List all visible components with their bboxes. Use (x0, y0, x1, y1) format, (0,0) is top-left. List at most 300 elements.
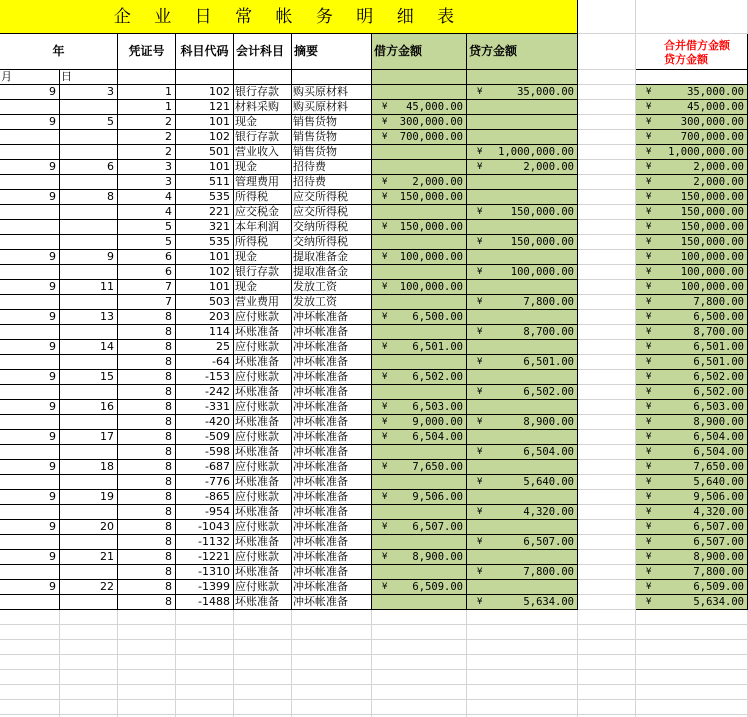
day-cell[interactable]: 11 (60, 280, 118, 295)
merged-amount-cell[interactable] (636, 430, 748, 445)
month-cell[interactable]: 9 (0, 115, 60, 130)
voucher-cell[interactable]: 8 (118, 520, 176, 535)
subject-cell[interactable]: 银行存款 (234, 265, 292, 280)
debit-amount-cell[interactable] (372, 430, 467, 445)
merged-amount-cell[interactable] (636, 85, 748, 100)
summary-cell[interactable]: 冲坏帐准备 (292, 535, 372, 550)
debit-amount-cell[interactable] (372, 400, 467, 415)
day-cell[interactable]: 5 (60, 115, 118, 130)
subject-cell[interactable]: 所得税 (234, 190, 292, 205)
subject-cell[interactable]: 坏账准备 (234, 475, 292, 490)
day-cell[interactable] (60, 565, 118, 580)
summary-cell[interactable]: 发放工资 (292, 280, 372, 295)
empty-cell[interactable] (234, 685, 292, 700)
empty-cell[interactable] (467, 625, 578, 640)
credit-amount-cell[interactable] (467, 400, 578, 415)
day-cell[interactable] (60, 475, 118, 490)
debit-amount-cell[interactable] (372, 115, 467, 130)
empty-cell[interactable] (118, 670, 176, 685)
debit-amount-cell[interactable] (372, 445, 467, 460)
day-cell[interactable] (60, 535, 118, 550)
merged-amount-cell[interactable] (636, 355, 748, 370)
empty-cell[interactable] (60, 685, 118, 700)
day-cell[interactable]: 6 (60, 160, 118, 175)
blank-cell[interactable] (292, 70, 372, 85)
merged-amount-cell[interactable] (636, 115, 748, 130)
subject-code-cell[interactable]: 511 (176, 175, 234, 190)
subject-cell[interactable]: 现金 (234, 250, 292, 265)
merged-amount-cell[interactable] (636, 190, 748, 205)
empty-cell[interactable] (0, 625, 60, 640)
header-subject-code[interactable]: 科目代码 (176, 34, 234, 70)
merged-amount-cell[interactable] (636, 445, 748, 460)
month-cell[interactable]: 9 (0, 460, 60, 475)
header-year[interactable]: 年 (0, 34, 118, 70)
header-credit[interactable]: 贷方金额 (467, 34, 578, 70)
empty-cell[interactable] (372, 700, 467, 715)
summary-cell[interactable]: 冲坏帐准备 (292, 475, 372, 490)
merged-amount-cell[interactable] (636, 280, 748, 295)
blank-cell[interactable] (467, 70, 578, 85)
merged-amount-cell[interactable] (636, 340, 748, 355)
subject-cell[interactable]: 应付账款 (234, 400, 292, 415)
blank-cell[interactable] (578, 595, 636, 610)
blank-cell[interactable] (578, 235, 636, 250)
empty-cell[interactable] (176, 655, 234, 670)
debit-amount-cell[interactable] (372, 355, 467, 370)
empty-cell[interactable] (0, 610, 60, 625)
credit-amount-cell[interactable] (467, 130, 578, 145)
empty-cell[interactable] (372, 640, 467, 655)
subject-code-cell[interactable]: -420 (176, 415, 234, 430)
subject-cell[interactable]: 应付账款 (234, 430, 292, 445)
month-cell[interactable]: 9 (0, 490, 60, 505)
empty-cell[interactable] (636, 610, 748, 625)
month-cell[interactable]: 9 (0, 280, 60, 295)
debit-amount-cell[interactable] (372, 505, 467, 520)
day-cell[interactable] (60, 130, 118, 145)
subject-cell[interactable]: 应付账款 (234, 550, 292, 565)
summary-cell[interactable]: 冲坏帐准备 (292, 445, 372, 460)
subject-cell[interactable]: 现金 (234, 160, 292, 175)
month-cell[interactable] (0, 130, 60, 145)
empty-cell[interactable] (292, 685, 372, 700)
subject-cell[interactable]: 现金 (234, 280, 292, 295)
subject-code-cell[interactable]: 102 (176, 130, 234, 145)
empty-cell[interactable] (578, 610, 636, 625)
empty-cell[interactable] (467, 700, 578, 715)
summary-cell[interactable]: 冲坏帐准备 (292, 580, 372, 595)
empty-cell[interactable] (467, 685, 578, 700)
subject-cell[interactable]: 坏账准备 (234, 565, 292, 580)
voucher-cell[interactable]: 3 (118, 160, 176, 175)
subject-cell[interactable]: 应付账款 (234, 310, 292, 325)
day-cell[interactable]: 21 (60, 550, 118, 565)
empty-cell[interactable] (118, 655, 176, 670)
merged-amount-cell[interactable] (636, 160, 748, 175)
subject-code-cell[interactable]: -1043 (176, 520, 234, 535)
credit-amount-cell[interactable] (467, 145, 578, 160)
blank-cell[interactable] (578, 280, 636, 295)
blank-cell[interactable] (578, 355, 636, 370)
blank-cell[interactable] (578, 115, 636, 130)
merged-amount-cell[interactable] (636, 100, 748, 115)
subject-cell[interactable]: 所得税 (234, 235, 292, 250)
voucher-cell[interactable]: 8 (118, 535, 176, 550)
debit-amount-cell[interactable] (372, 385, 467, 400)
subject-cell[interactable]: 应付账款 (234, 520, 292, 535)
credit-amount-cell[interactable] (467, 535, 578, 550)
merged-amount-cell[interactable] (636, 250, 748, 265)
month-cell[interactable] (0, 475, 60, 490)
credit-amount-cell[interactable] (467, 520, 578, 535)
empty-cell[interactable] (234, 625, 292, 640)
summary-cell[interactable]: 冲坏帐准备 (292, 370, 372, 385)
blank-cell[interactable] (118, 70, 176, 85)
summary-cell[interactable]: 冲坏帐准备 (292, 415, 372, 430)
header-merged[interactable] (636, 34, 748, 70)
blank-cell[interactable] (578, 130, 636, 145)
merged-amount-cell[interactable] (636, 520, 748, 535)
day-cell[interactable] (60, 175, 118, 190)
blank-cell[interactable] (578, 70, 636, 85)
merged-amount-cell[interactable] (636, 370, 748, 385)
empty-cell[interactable] (372, 685, 467, 700)
day-cell[interactable]: 20 (60, 520, 118, 535)
month-cell[interactable] (0, 145, 60, 160)
blank-cell[interactable] (578, 340, 636, 355)
empty-cell[interactable] (578, 670, 636, 685)
voucher-cell[interactable]: 8 (118, 460, 176, 475)
empty-cell[interactable] (292, 625, 372, 640)
empty-cell[interactable] (467, 640, 578, 655)
blank-cell[interactable] (578, 430, 636, 445)
empty-cell[interactable] (292, 670, 372, 685)
month-cell[interactable]: 9 (0, 370, 60, 385)
merged-amount-cell[interactable] (636, 325, 748, 340)
credit-amount-cell[interactable] (467, 115, 578, 130)
subject-code-cell[interactable]: 535 (176, 235, 234, 250)
day-cell[interactable]: 13 (60, 310, 118, 325)
debit-amount-cell[interactable] (372, 160, 467, 175)
blank-cell[interactable] (578, 535, 636, 550)
subject-code-cell[interactable]: -64 (176, 355, 234, 370)
empty-cell[interactable] (467, 610, 578, 625)
subject-cell[interactable]: 坏账准备 (234, 415, 292, 430)
merged-amount-cell[interactable] (636, 400, 748, 415)
debit-amount-cell[interactable] (372, 265, 467, 280)
voucher-cell[interactable]: 8 (118, 505, 176, 520)
month-cell[interactable] (0, 445, 60, 460)
voucher-cell[interactable]: 2 (118, 115, 176, 130)
month-cell[interactable] (0, 235, 60, 250)
day-cell[interactable] (60, 265, 118, 280)
voucher-cell[interactable]: 6 (118, 250, 176, 265)
header-summary[interactable]: 摘要 (292, 34, 372, 70)
blank-cell[interactable] (578, 265, 636, 280)
credit-amount-cell[interactable] (467, 595, 578, 610)
summary-cell[interactable]: 冲坏帐准备 (292, 340, 372, 355)
credit-amount-cell[interactable] (467, 325, 578, 340)
empty-cell[interactable] (60, 655, 118, 670)
voucher-cell[interactable]: 8 (118, 355, 176, 370)
subject-code-cell[interactable]: 101 (176, 160, 234, 175)
empty-cell[interactable] (234, 670, 292, 685)
summary-cell[interactable]: 应交所得税 (292, 190, 372, 205)
voucher-cell[interactable]: 8 (118, 415, 176, 430)
empty-cell[interactable] (292, 640, 372, 655)
voucher-cell[interactable]: 4 (118, 190, 176, 205)
day-cell[interactable] (60, 445, 118, 460)
month-cell[interactable]: 9 (0, 85, 60, 100)
summary-cell[interactable]: 交纳所得税 (292, 235, 372, 250)
subject-code-cell[interactable]: 102 (176, 265, 234, 280)
debit-amount-cell[interactable] (372, 145, 467, 160)
subject-cell[interactable]: 本年利润 (234, 220, 292, 235)
debit-amount-cell[interactable] (372, 550, 467, 565)
empty-cell[interactable] (372, 610, 467, 625)
subject-code-cell[interactable]: -776 (176, 475, 234, 490)
day-cell[interactable] (60, 355, 118, 370)
subject-cell[interactable]: 应付账款 (234, 490, 292, 505)
subject-code-cell[interactable]: -598 (176, 445, 234, 460)
credit-amount-cell[interactable] (467, 445, 578, 460)
month-cell[interactable] (0, 295, 60, 310)
month-cell[interactable]: 9 (0, 520, 60, 535)
voucher-cell[interactable]: 7 (118, 295, 176, 310)
summary-cell[interactable]: 销售货物 (292, 115, 372, 130)
blank-cell[interactable] (636, 0, 748, 34)
empty-cell[interactable] (578, 685, 636, 700)
voucher-cell[interactable]: 8 (118, 580, 176, 595)
month-cell[interactable]: 9 (0, 400, 60, 415)
blank-cell[interactable] (578, 415, 636, 430)
merged-amount-cell[interactable] (636, 580, 748, 595)
merged-amount-cell[interactable] (636, 475, 748, 490)
day-cell[interactable] (60, 100, 118, 115)
voucher-cell[interactable]: 4 (118, 205, 176, 220)
header-month[interactable]: 月 (0, 70, 60, 85)
day-cell[interactable] (60, 325, 118, 340)
summary-cell[interactable]: 提取准备金 (292, 250, 372, 265)
voucher-cell[interactable]: 8 (118, 310, 176, 325)
blank-cell[interactable] (578, 475, 636, 490)
voucher-cell[interactable]: 7 (118, 280, 176, 295)
credit-amount-cell[interactable] (467, 235, 578, 250)
debit-amount-cell[interactable] (372, 580, 467, 595)
month-cell[interactable] (0, 175, 60, 190)
subject-cell[interactable]: 应付账款 (234, 370, 292, 385)
subject-code-cell[interactable]: 321 (176, 220, 234, 235)
month-cell[interactable] (0, 505, 60, 520)
blank-cell[interactable] (578, 310, 636, 325)
month-cell[interactable]: 9 (0, 340, 60, 355)
summary-cell[interactable]: 冲坏帐准备 (292, 385, 372, 400)
subject-code-cell[interactable]: 203 (176, 310, 234, 325)
voucher-cell[interactable]: 8 (118, 340, 176, 355)
day-cell[interactable] (60, 295, 118, 310)
empty-cell[interactable] (234, 610, 292, 625)
merged-amount-cell[interactable] (636, 145, 748, 160)
merged-amount-cell[interactable] (636, 205, 748, 220)
empty-cell[interactable] (636, 685, 748, 700)
voucher-cell[interactable]: 8 (118, 400, 176, 415)
summary-cell[interactable]: 购买原材料 (292, 100, 372, 115)
subject-code-cell[interactable]: -242 (176, 385, 234, 400)
blank-cell[interactable] (636, 70, 748, 85)
blank-cell[interactable] (578, 460, 636, 475)
debit-amount-cell[interactable] (372, 280, 467, 295)
month-cell[interactable] (0, 565, 60, 580)
day-cell[interactable]: 14 (60, 340, 118, 355)
debit-amount-cell[interactable] (372, 130, 467, 145)
month-cell[interactable] (0, 535, 60, 550)
empty-cell[interactable] (0, 685, 60, 700)
debit-amount-cell[interactable] (372, 250, 467, 265)
summary-cell[interactable]: 提取准备金 (292, 265, 372, 280)
subject-code-cell[interactable]: 121 (176, 100, 234, 115)
blank-cell[interactable] (372, 70, 467, 85)
empty-cell[interactable] (578, 640, 636, 655)
header-voucher[interactable]: 凭证号 (118, 34, 176, 70)
credit-amount-cell[interactable] (467, 355, 578, 370)
empty-cell[interactable] (372, 655, 467, 670)
summary-cell[interactable]: 冲坏帐准备 (292, 400, 372, 415)
voucher-cell[interactable]: 8 (118, 565, 176, 580)
voucher-cell[interactable]: 2 (118, 145, 176, 160)
voucher-cell[interactable]: 2 (118, 130, 176, 145)
empty-cell[interactable] (372, 625, 467, 640)
blank-cell[interactable] (578, 580, 636, 595)
month-cell[interactable] (0, 355, 60, 370)
empty-cell[interactable] (60, 700, 118, 715)
merged-amount-cell[interactable] (636, 220, 748, 235)
subject-code-cell[interactable]: 221 (176, 205, 234, 220)
subject-cell[interactable]: 坏账准备 (234, 355, 292, 370)
credit-amount-cell[interactable] (467, 100, 578, 115)
empty-cell[interactable] (60, 670, 118, 685)
month-cell[interactable] (0, 100, 60, 115)
merged-amount-cell[interactable] (636, 235, 748, 250)
subject-code-cell[interactable]: -1132 (176, 535, 234, 550)
credit-amount-cell[interactable] (467, 580, 578, 595)
month-cell[interactable]: 9 (0, 550, 60, 565)
empty-cell[interactable] (578, 700, 636, 715)
blank-cell[interactable] (578, 370, 636, 385)
credit-amount-cell[interactable] (467, 175, 578, 190)
empty-cell[interactable] (578, 625, 636, 640)
day-cell[interactable]: 22 (60, 580, 118, 595)
blank-cell[interactable] (578, 85, 636, 100)
debit-amount-cell[interactable] (372, 325, 467, 340)
empty-cell[interactable] (292, 655, 372, 670)
voucher-cell[interactable]: 1 (118, 85, 176, 100)
subject-code-cell[interactable]: 101 (176, 280, 234, 295)
subject-cell[interactable]: 坏账准备 (234, 445, 292, 460)
merged-amount-cell[interactable] (636, 175, 748, 190)
voucher-cell[interactable]: 8 (118, 325, 176, 340)
credit-amount-cell[interactable] (467, 460, 578, 475)
empty-cell[interactable] (234, 640, 292, 655)
month-cell[interactable]: 9 (0, 580, 60, 595)
credit-amount-cell[interactable] (467, 385, 578, 400)
empty-cell[interactable] (60, 610, 118, 625)
summary-cell[interactable]: 招待费 (292, 160, 372, 175)
summary-cell[interactable]: 冲坏帐准备 (292, 310, 372, 325)
subject-code-cell[interactable]: 114 (176, 325, 234, 340)
empty-cell[interactable] (118, 685, 176, 700)
merged-amount-cell[interactable] (636, 565, 748, 580)
subject-cell[interactable]: 应交税金 (234, 205, 292, 220)
summary-cell[interactable]: 销售货物 (292, 145, 372, 160)
blank-cell[interactable] (578, 175, 636, 190)
summary-cell[interactable]: 应交所得税 (292, 205, 372, 220)
voucher-cell[interactable]: 8 (118, 370, 176, 385)
empty-cell[interactable] (176, 625, 234, 640)
summary-cell[interactable]: 冲坏帐准备 (292, 460, 372, 475)
credit-amount-cell[interactable] (467, 160, 578, 175)
empty-cell[interactable] (0, 670, 60, 685)
voucher-cell[interactable]: 6 (118, 265, 176, 280)
summary-cell[interactable]: 购买原材料 (292, 85, 372, 100)
subject-code-cell[interactable]: -331 (176, 400, 234, 415)
debit-amount-cell[interactable] (372, 370, 467, 385)
subject-code-cell[interactable]: -687 (176, 460, 234, 475)
summary-cell[interactable]: 冲坏帐准备 (292, 505, 372, 520)
subject-cell[interactable]: 营业费用 (234, 295, 292, 310)
voucher-cell[interactable]: 3 (118, 175, 176, 190)
voucher-cell[interactable]: 8 (118, 430, 176, 445)
debit-amount-cell[interactable] (372, 310, 467, 325)
empty-cell[interactable] (0, 655, 60, 670)
empty-cell[interactable] (636, 700, 748, 715)
empty-cell[interactable] (118, 640, 176, 655)
debit-amount-cell[interactable] (372, 460, 467, 475)
subject-cell[interactable]: 坏账准备 (234, 325, 292, 340)
day-cell[interactable]: 17 (60, 430, 118, 445)
merged-amount-cell[interactable] (636, 550, 748, 565)
credit-amount-cell[interactable] (467, 85, 578, 100)
merged-amount-cell[interactable] (636, 385, 748, 400)
month-cell[interactable] (0, 220, 60, 235)
subject-code-cell[interactable]: 101 (176, 115, 234, 130)
blank-cell[interactable] (578, 490, 636, 505)
summary-cell[interactable]: 冲坏帐准备 (292, 595, 372, 610)
empty-cell[interactable] (372, 670, 467, 685)
subject-cell[interactable]: 应付账款 (234, 460, 292, 475)
blank-cell[interactable] (578, 160, 636, 175)
credit-amount-cell[interactable] (467, 190, 578, 205)
month-cell[interactable] (0, 415, 60, 430)
credit-amount-cell[interactable] (467, 550, 578, 565)
day-cell[interactable] (60, 385, 118, 400)
day-cell[interactable]: 9 (60, 250, 118, 265)
empty-cell[interactable] (0, 700, 60, 715)
debit-amount-cell[interactable] (372, 595, 467, 610)
subject-code-cell[interactable]: 102 (176, 85, 234, 100)
summary-cell[interactable]: 交纳所得税 (292, 220, 372, 235)
voucher-cell[interactable]: 8 (118, 550, 176, 565)
subject-code-cell[interactable]: 503 (176, 295, 234, 310)
blank-cell[interactable] (578, 205, 636, 220)
merged-amount-cell[interactable] (636, 490, 748, 505)
month-cell[interactable] (0, 265, 60, 280)
day-cell[interactable] (60, 595, 118, 610)
debit-amount-cell[interactable] (372, 100, 467, 115)
day-cell[interactable]: 19 (60, 490, 118, 505)
subject-code-cell[interactable]: 535 (176, 190, 234, 205)
merged-amount-cell[interactable] (636, 460, 748, 475)
